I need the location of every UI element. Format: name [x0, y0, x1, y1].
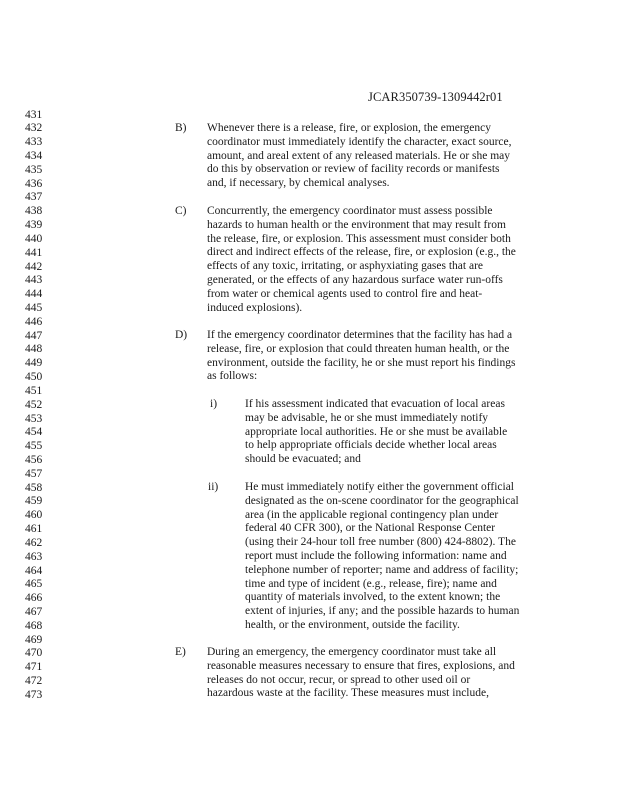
text-line: hazards to human health or the environment that may result from	[207, 218, 506, 231]
line-number: 462	[25, 536, 43, 549]
line-number: 463	[25, 550, 43, 563]
section-marker-d: D)	[175, 329, 188, 341]
section-c-text	[207, 205, 516, 315]
line-number: 445	[25, 301, 43, 314]
text-line: generated, or the effects of any hazardous surface water run-offs	[207, 273, 503, 286]
line-number: 456	[25, 454, 43, 466]
line-number: 470	[25, 647, 43, 660]
line-number: 454	[25, 426, 43, 439]
text-line: designated as the on-scene coordinator for the geographical	[245, 494, 519, 507]
text-line: Concurrently, the emergency coordinator must assess possible	[207, 205, 493, 217]
section-i-text	[245, 398, 507, 467]
section-ii-text	[245, 481, 519, 633]
line-number: 432	[25, 122, 43, 135]
line-number: 465	[25, 578, 43, 591]
text-line: time and type of incident (e.g., release, fire); name and	[245, 577, 497, 590]
line-number: 458	[25, 481, 43, 494]
text-line: appropriate local authorities. He or she must be available	[245, 425, 508, 438]
line-number: 431	[25, 108, 43, 121]
text-line: induced explosions).	[207, 301, 303, 314]
line-number: 448	[25, 343, 43, 356]
line-number: 447	[25, 329, 43, 342]
text-line: from water or chemical agents used to control fire and heat-	[207, 287, 483, 300]
text-line: telephone number of reporter; name and address of facility;	[245, 563, 519, 576]
line-number: 461	[25, 523, 43, 536]
text-line: federal 40 CFR 300), or the National Response Center	[245, 522, 496, 535]
line-number: 455	[25, 440, 43, 453]
text-line: quantity of materials involved, to the extent known; the	[245, 591, 501, 604]
text-line: as follows:	[207, 370, 258, 383]
section-b-text	[207, 122, 512, 191]
line-number: 471	[25, 661, 43, 674]
line-number: 449	[25, 357, 43, 370]
text-line: area (in the applicable regional contingency plan under	[245, 508, 499, 521]
line-number: 446	[25, 315, 43, 328]
text-line: releases do not occur, recur, or spread to other used oil or	[207, 673, 471, 686]
text-line: extent of injuries, if any; and the possible hazards to human	[245, 605, 520, 618]
text-line: may be advisable, he or she must immediately notify	[245, 411, 489, 424]
line-number: 440	[25, 232, 43, 245]
line-number: 441	[25, 246, 43, 259]
line-number: 469	[25, 633, 43, 646]
line-number: 436	[25, 177, 43, 190]
line-number: 460	[25, 509, 43, 522]
text-line: (using their 24-hour toll free number (800) 424-8802). The	[245, 536, 516, 549]
line-number: 457	[25, 467, 43, 480]
section-marker-c: C)	[175, 205, 187, 217]
text-line: and, if necessary, by chemical analyses.	[207, 177, 390, 190]
text-line: effects of any toxic, irritating, or asphyxiating gases that are	[207, 260, 484, 273]
text-line: If the emergency coordinator determines that the facility has had a	[207, 329, 513, 341]
section-e-text	[207, 646, 515, 701]
line-number: 439	[25, 219, 43, 232]
line-number: 444	[25, 288, 43, 301]
document-id: JCAR350739-1309442r01	[368, 90, 503, 104]
text-line: Whenever there is a release, fire, or explosion, the emergency	[207, 122, 491, 134]
text-line: do this by observation or review of facility records or manifests	[207, 163, 500, 176]
line-number: 473	[25, 688, 43, 701]
line-number: 472	[25, 675, 43, 688]
line-number: 452	[25, 398, 43, 411]
line-number: 438	[25, 205, 43, 218]
text-line: reasonable measures necessary to ensure that fires, explosions, and	[207, 659, 515, 672]
section-marker-ii: ii)	[208, 481, 219, 493]
text-line: release, fire, or explosion that could threaten human health, or the	[207, 342, 510, 355]
text-line: should be evacuated; and	[245, 453, 361, 466]
text-line: amount, and areal extent of any released materials. He or she may	[207, 149, 511, 162]
section-marker-e: E)	[175, 646, 186, 658]
line-number: 434	[25, 149, 43, 162]
text-line: He must immediately notify either the government official	[245, 481, 515, 493]
text-line: the release, fire, or explosion. This assessment must consider both	[207, 232, 511, 245]
section-marker-i: i)	[210, 398, 218, 410]
line-number: 433	[25, 136, 43, 149]
text-line: to help appropriate officials decide whether local areas	[245, 439, 497, 452]
line-number: 467	[25, 606, 43, 619]
line-number: 464	[25, 564, 43, 577]
line-number: 468	[25, 619, 43, 632]
text-line: If his assessment indicated that evacuation of local areas	[245, 398, 505, 410]
line-number: 466	[25, 592, 43, 605]
text-line: report must include the following information: name and	[245, 549, 507, 562]
line-number: 442	[25, 260, 43, 273]
line-number: 437	[25, 191, 43, 204]
text-line: health, or the environment, outside the facility.	[245, 618, 460, 631]
line-number: 459	[25, 495, 43, 508]
text-line: environment, outside the facility, he or she must report his findings	[207, 356, 516, 369]
line-number: 443	[25, 274, 43, 287]
line-number: 453	[25, 412, 43, 425]
text-line: During an emergency, the emergency coordinator must take all	[207, 646, 497, 658]
text-line: direct and indirect effects of the release, fire, or explosion (e.g., the	[207, 246, 516, 259]
text-line: hazardous waste at the facility. These measures must include,	[207, 687, 489, 700]
line-number: 451	[25, 384, 43, 397]
line-number: 435	[25, 163, 43, 176]
text-line: coordinator must immediately identify the character, exact source,	[207, 135, 512, 148]
section-marker-b: B)	[175, 122, 187, 134]
line-number: 450	[25, 371, 43, 384]
section-d-text	[207, 329, 515, 384]
